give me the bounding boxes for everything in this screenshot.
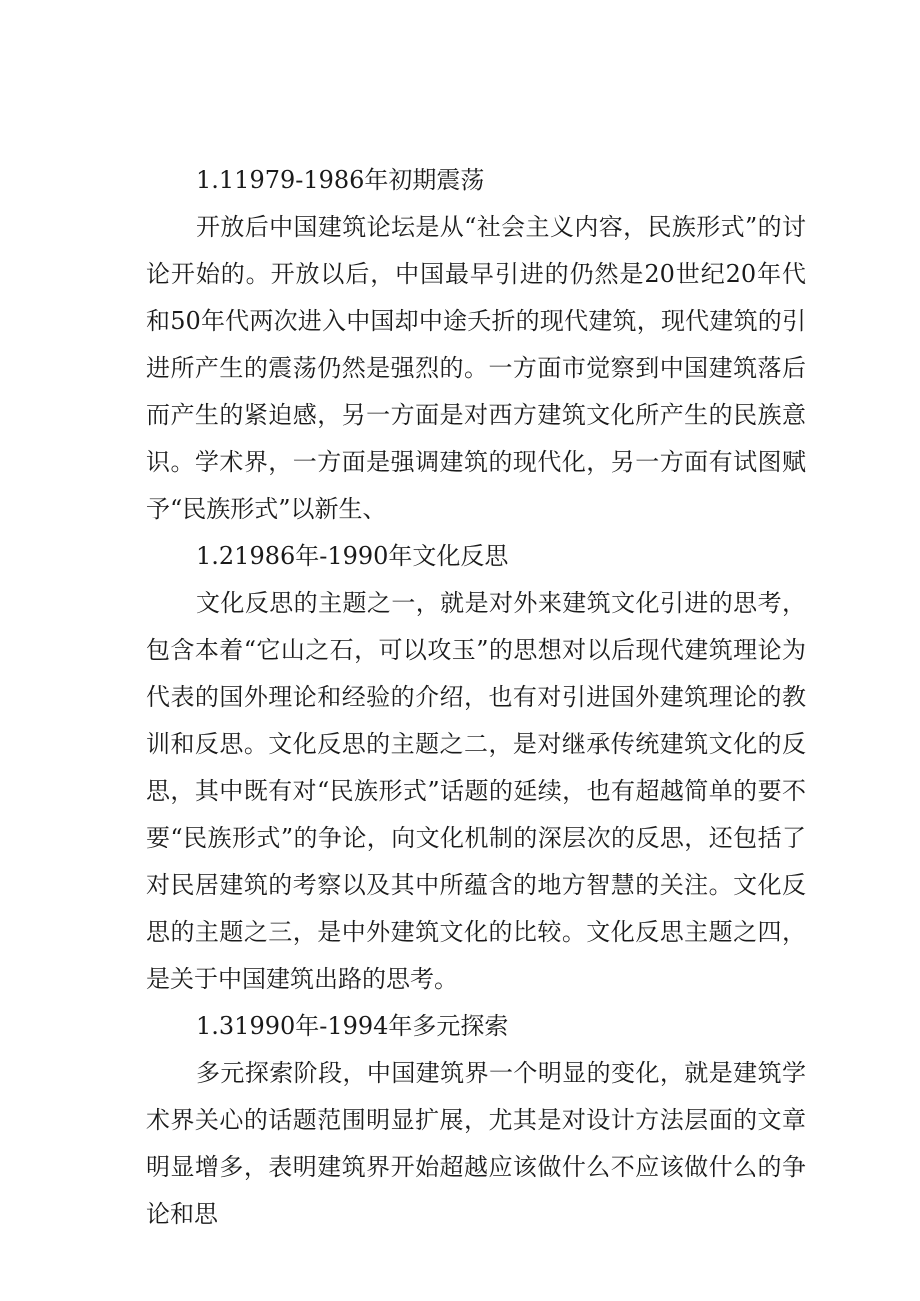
section-paragraph-3: 多元探索阶段，中国建筑界一个明显的变化，就是建筑学术界关心的话题范围明显扩展，尤其是对设计方法层面的文章明显增多，表明建筑界开始超越应该做什么不应该做什么的争论和思 <box>146 1059 806 1228</box>
section-paragraph-1: 开放后中国建筑论坛是从“社会主义内容，民族形式”的讨论开始的。开放以后，中国最早引进的仍然是20世纪20年代和50年代两次进入中国却中途夭折的现代建筑，现代建筑的引进所产生的震荡仍然是强烈的。一方面市觉察到中国建筑落后而产生的紧迫感，另一方面是对西方建筑文化所产生的民族意识。学术界，一方面是强调建筑的现代化，另一方面有试图赋予“民族形式”以新生、 <box>146 213 806 523</box>
section-heading-2: 1.21986年-1990年文化反思 <box>196 542 509 570</box>
section-paragraph-2: 文化反思的主题之一，就是对外来建筑文化引进的思考，包含本着“它山之石，可以攻玉”的思想对以后现代建筑理论为代表的国外理论和经验的介绍，也有对引进国外建筑理论的教训和反思。文化反思的主题之二，是对继承传统建筑文化的反思，其中既有对“民族形式”话题的延续，也有超越简单的要不要“民族形式”的争论，向文化机制的深层次的反思，还包括了对民居建筑的考察以及其中所蕴含的地方智慧的关注。文化反思的主题之三，是中外建筑文化的比较。文化反思主题之四，是关于中国建筑出路的思考。 <box>146 589 806 993</box>
document-body <box>146 157 806 1238</box>
section-heading-1: 1.11979-1986年初期震荡 <box>196 166 485 194</box>
section-heading-3: 1.31990年-1994年多元探索 <box>196 1012 509 1040</box>
